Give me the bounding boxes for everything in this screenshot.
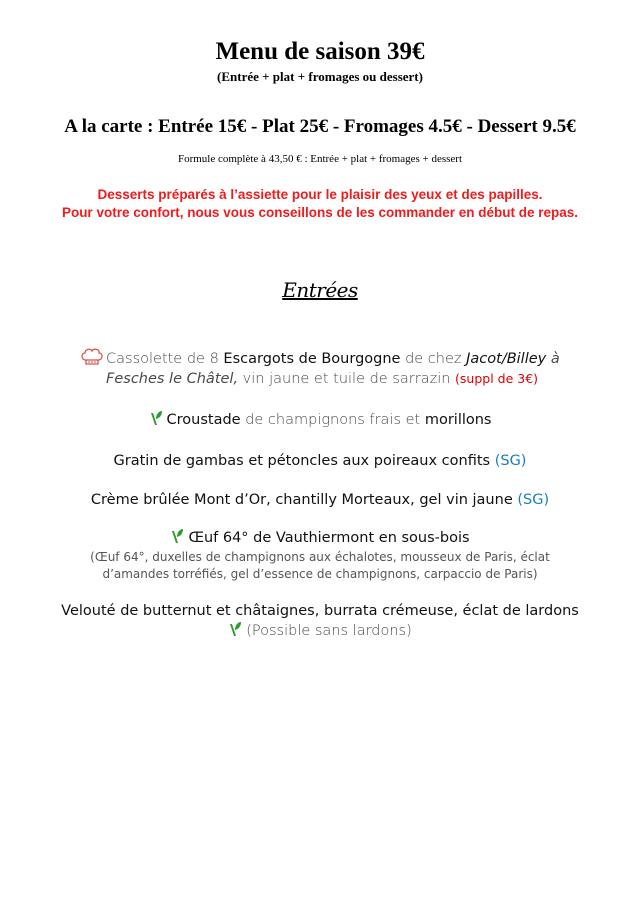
gluten-free-badge: (SG) <box>494 453 527 469</box>
dish-text: Croustade <box>166 412 241 428</box>
dish-text: à <box>546 351 560 367</box>
gluten-free-badge: (SG) <box>517 492 550 508</box>
dish-text: Escargots de Bourgogne <box>223 351 401 367</box>
dish-text: Gratin de gambas et pétoncles aux poireaux confits <box>113 453 495 469</box>
formule-complete: Formule complète à 43,50 € : Entrée + plat + fromages + dessert <box>177 153 463 165</box>
producer-name: Jacot/Billey <box>466 351 547 367</box>
producer-place: Fesches le Châtel, <box>106 371 239 387</box>
menu-title: Menu de saison 39€ <box>215 38 425 65</box>
dish-veloute <box>0 601 640 621</box>
description-line: (Œuf 64°, duxelles de champignons aux échalotes, mousseux de Paris, éclat <box>90 550 550 564</box>
dish-text: Cassolette de 8 <box>106 351 224 367</box>
menu-subtitle: (Entrée + plat + fromages ou dessert) <box>217 69 423 84</box>
dessert-notice <box>0 186 640 222</box>
dish-text: (Possible sans lardons) <box>246 623 412 639</box>
notice-line-1: Desserts préparés à l’assiette pour le plaisir des yeux et des papilles. <box>97 187 543 202</box>
dish-gratin <box>0 451 640 471</box>
dish-creme-brulee <box>0 490 640 510</box>
dish-oeuf-description <box>0 549 640 583</box>
dish-text: Velouté de butternut et châtaignes, burrata crémeuse, éclat de lardons <box>61 603 579 619</box>
section-title-entrees: Entrées <box>282 278 358 302</box>
dish-text: de champignons frais et <box>240 412 425 428</box>
vegetarian-leaf-icon <box>228 621 242 637</box>
dish-text: morillons <box>424 412 492 428</box>
notice-line-2: Pour votre confort, nous vous conseillons de les commander en début de repas. <box>61 205 579 220</box>
dish-oeuf <box>0 528 640 548</box>
chef-hat-icon <box>80 348 104 366</box>
dish-croustade <box>0 410 640 430</box>
dish-veloute-option <box>0 621 640 641</box>
dish-text: vin jaune et tuile de sarrazin <box>238 371 456 387</box>
dish-text: Œuf 64° de Vauthiermont en sous-bois <box>188 530 470 546</box>
dish-text: de chez <box>400 351 467 367</box>
a-la-carte-prices: A la carte : Entrée 15€ - Plat 25€ - Fromages 4.5€ - Dessert 9.5€ <box>64 116 576 137</box>
dish-escargots <box>80 348 600 389</box>
description-line: d’amandes torréfiés, gel d’essence de champignons, carpaccio de Paris) <box>102 567 538 581</box>
dish-text: Crème brûlée Mont d’Or, chantilly Morteaux, gel vin jaune <box>90 492 518 508</box>
vegetarian-leaf-icon <box>170 528 184 544</box>
vegetarian-leaf-icon <box>149 410 163 426</box>
supplement-badge: (suppl de 3€) <box>455 371 539 386</box>
